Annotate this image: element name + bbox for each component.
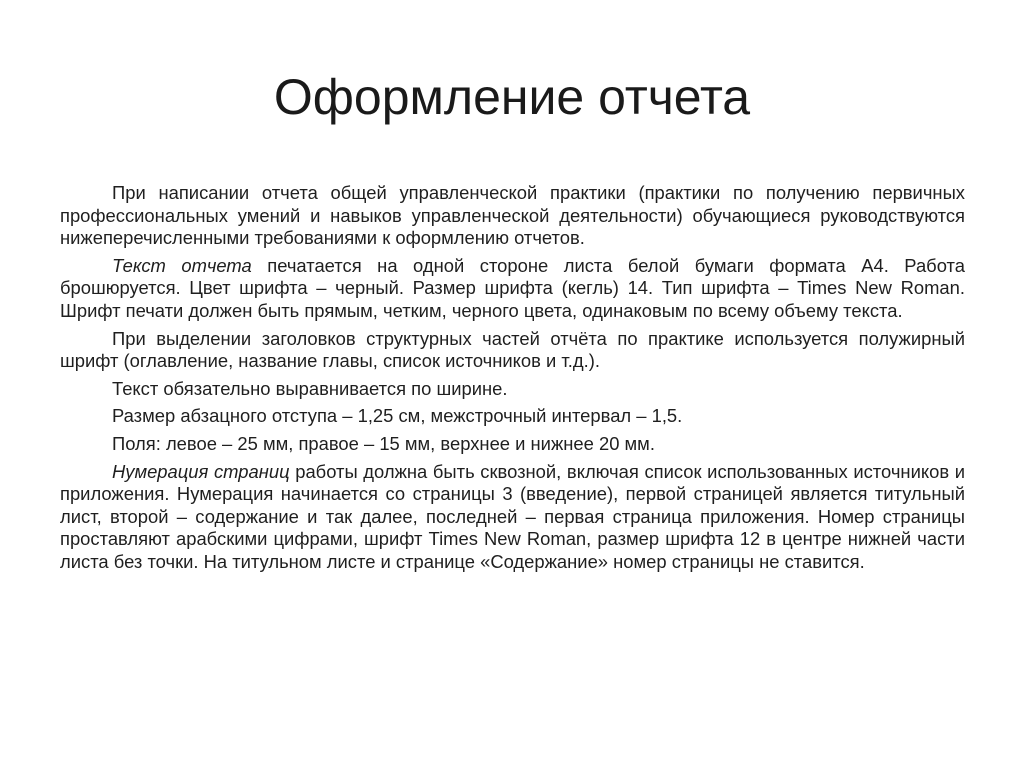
paragraph-text: Текст обязательно выравнивается по ширине. (112, 377, 508, 399)
paragraph-text: Поля: левое – 25 мм, правое – 15 мм, верхнее и нижнее 20 мм. (112, 432, 655, 454)
paragraph-text: Размер абзацного отступа – 1,25 см, межстрочный интервал – 1,5. (112, 405, 683, 427)
paragraph-italic-lead: Нумерация страниц (112, 460, 290, 482)
slide-title: Оформление отчета (273, 69, 751, 125)
paragraph-headings (60, 328, 965, 373)
slide-body (60, 182, 965, 579)
paragraph-text: работы должна быть сквозной, включая список использованных источников и приложения. Нумерация начинается со страницы 3 (введение), первой страницей является титульный лист, второй – содержание и так далее, последней – первая страница приложения. Номер страницы проставляют арабскими цифрами, шрифт Times New Roman, размер шрифта 12 в центре нижней части листа без точки. На титульном листе и странице «Содержание» номер страницы не ставится. (60, 460, 966, 572)
paragraph-justify (60, 378, 965, 401)
paragraph-intro (60, 182, 965, 250)
paragraph-page-numbering (60, 461, 965, 574)
paragraph-margins (60, 433, 965, 456)
paragraph-report-text (60, 255, 965, 323)
paragraph-text: При выделении заголовков структурных частей отчёта по практике используется полужирный шрифт (оглавление, название главы, список источников и т.д.). (60, 327, 965, 372)
paragraph-indent (60, 405, 965, 428)
paragraph-text: печатается на одной стороне листа белой бумаги формата А4. Работа брошюруется. Цвет шрифта – черный. Размер шрифта (кегль) 14. Тип шрифта – Times New Roman. Шрифт печати должен быть прямым, четким, черного цвета, одинаковым по всему объему текста. (60, 254, 965, 321)
paragraph-italic-lead: Текст отчета (112, 254, 252, 276)
paragraph-text: При написании отчета общей управленческой практики (практики по получению первичных профессиональных умений и навыков управленческой деятельности) обучающиеся руководствуются нижеперечисленными требованиями к оформлению отчетов. (60, 182, 965, 249)
